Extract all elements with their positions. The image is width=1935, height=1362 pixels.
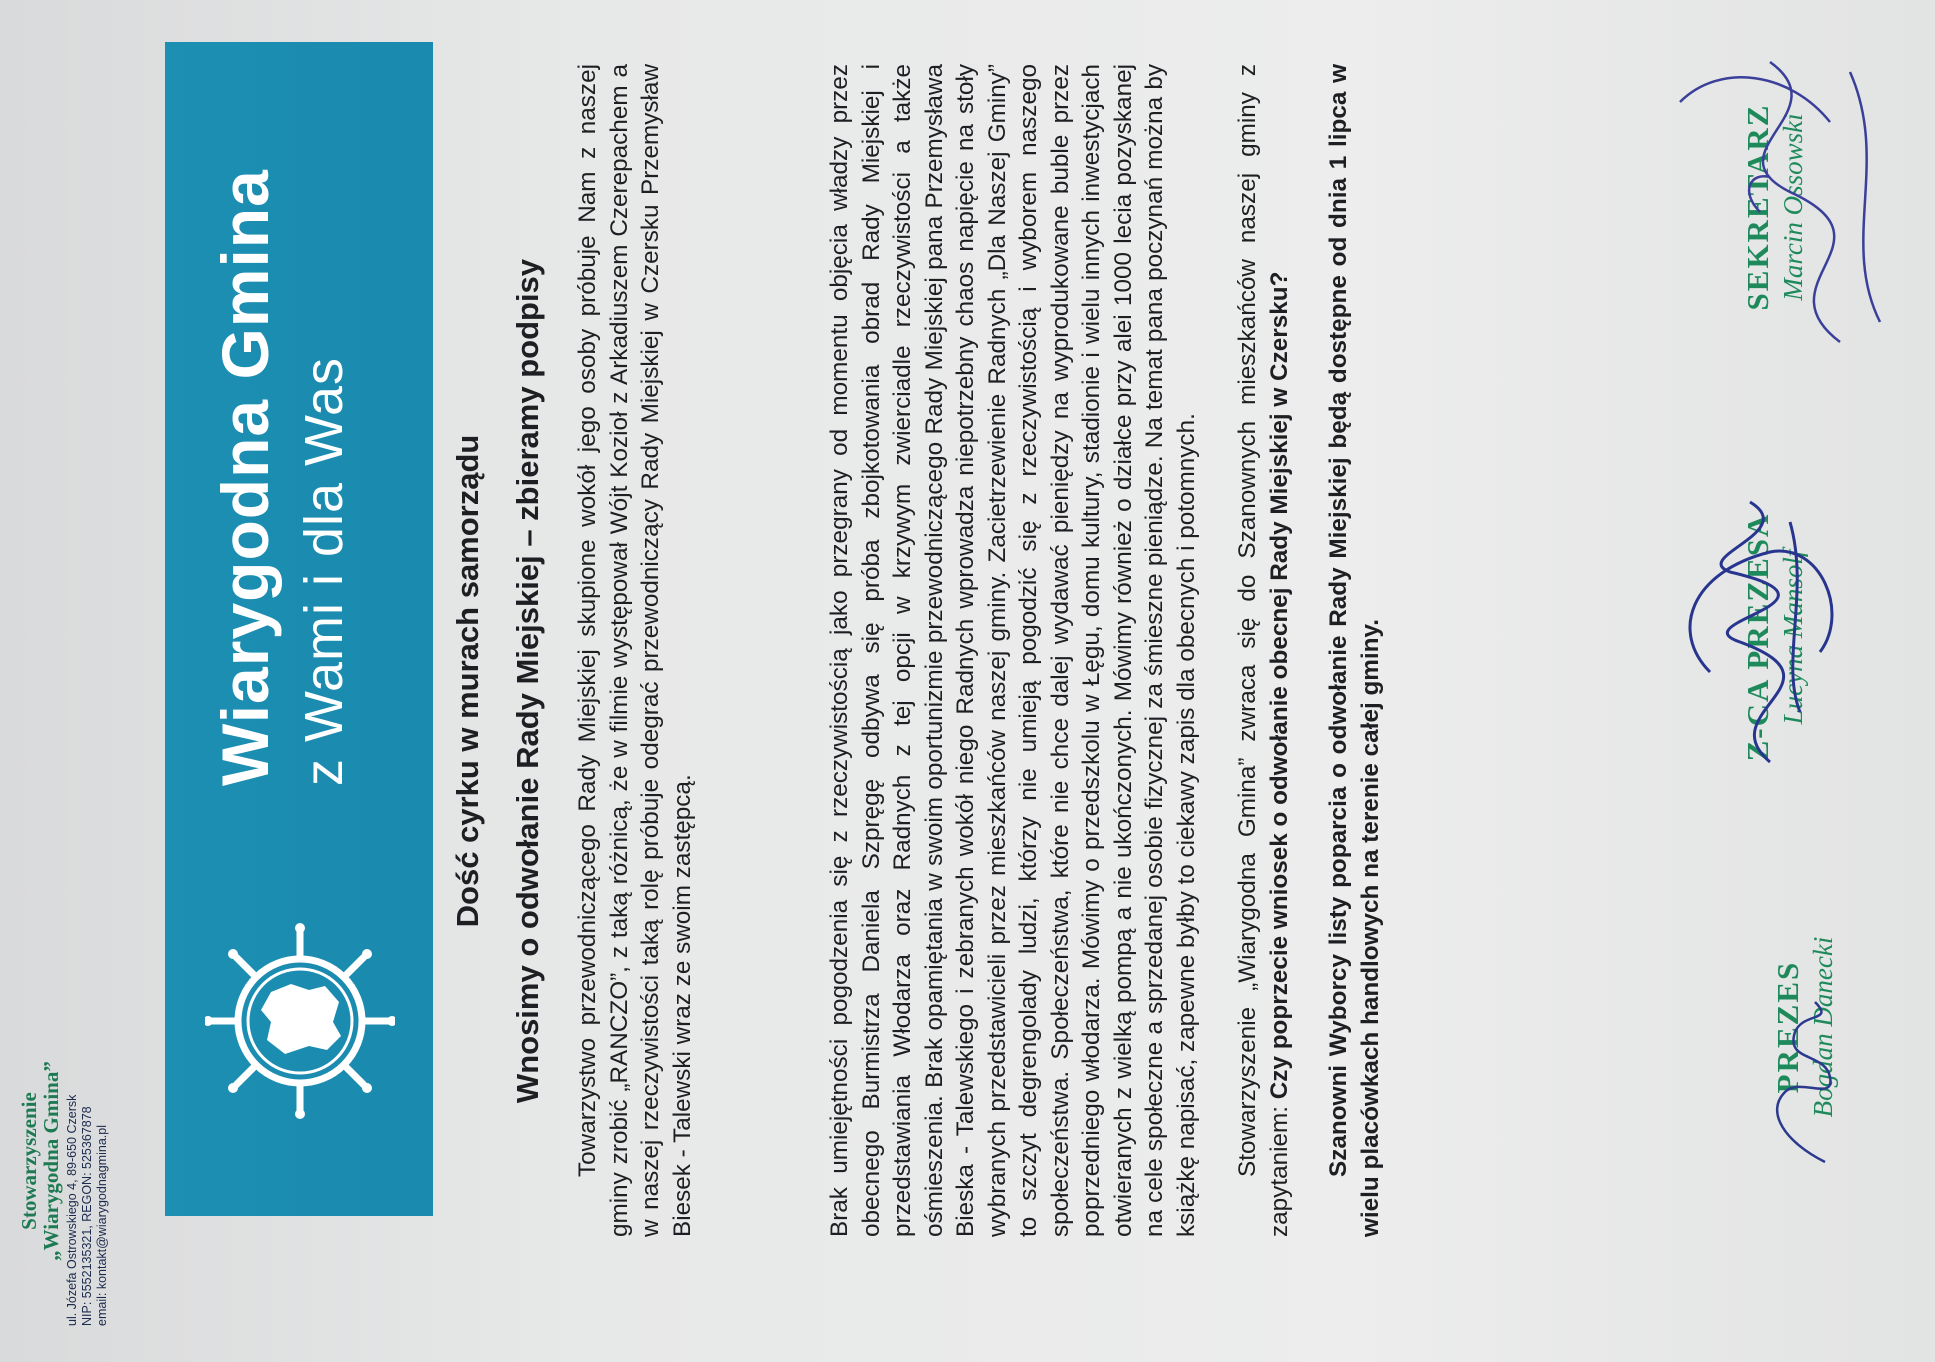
signature-title: PREZES [1770,960,1805,1094]
banner-subtitle: z Wami i dla Was [294,356,354,786]
ship-wheel-map-icon [205,916,395,1126]
signature-title: Z-CA PREZESA [1740,512,1775,762]
subheadline: Wnosimy o odwołanie Rady Miejskiej – zbieramy podpisy [510,258,545,1104]
organization-contact [65,996,110,1326]
letterhead [18,996,110,1326]
signature-title: SEKRETARZ [1740,103,1775,311]
paragraph-3-text: Stowarzyszenie „Wiarygodna Gmina” zwraca się do Szanownych mieszkańców naszej gminy z zapytaniem: [1234,64,1293,1237]
org-email: email: kontakt@wiarygodnagmina.pl [95,1125,109,1326]
paragraph-1: Towarzystwo przewodniczącego Rady Miejskiej skupione wokół jego osoby próbuje Nam z naszej gminy zrobić „RANCZO”, z taką różnicą, że w filmie występował Wójt Kozioł z Arkadiuszem Czerepachem a w naszej rzeczywistości taką rolę próbuje odegrać przewodniczący Rady Miejskiej w Czersku Przemysław Biesek - Talewski wraz ze swoim zastępcą. [574,64,696,1237]
banner [165,42,433,1216]
org-address: ul. Józefa Ostrowskiego 4, 89-650 Czersk [65,1094,79,1326]
org-name-line2: „Wiarygodna Gmina” [39,1061,63,1261]
paragraph-3 [1232,64,1295,1237]
organization-name [18,996,62,1326]
banner-title: Wiarygodna Gmina [208,169,282,786]
signature-name: Bogdan Danecki [1808,936,1838,1118]
signature-vice-president [1740,467,1809,807]
signature-secretary [1740,37,1809,377]
paragraph-3-question: Czy poprzecie wniosek o odwołanie obecnej Rady Miejskiej w Czersku? [1265,271,1293,1100]
paragraph-4: Szanowni Wyborcy listy poparcia o odwołanie Rady Miejskiej będą dostępne od dnia 1 lipca w wielu placówkach handlowych na terenie całej gminy. [1325,64,1384,1237]
signature-prezes [1770,862,1839,1192]
signature-name: Lucyna Mansolf [1778,549,1808,725]
paragraph-2: Brak umiejętności pogodzenia się z rzeczywistością jako przegrany od momentu objęcia władzy przez obecnego Burmistrza Daniela Szpręgę odbywa się próba zbojkotowania obrad Rady Miejskiej i przedstawiania Włodarza oraz Radnych z tej opcji w krzywym zwierciadle rzeczywistości a także ośmieszenia. Brak opamiętania w swoim oportunizmie przewodniczącego Rady Miejskiej pana Przemysława Bieska - Talewskiego i zebranych wokół niego Radnych wprowadza niepotrzebny chaos napięcie na stoły wybranych przedstawicieli przez mieszkańców naszej gminy. Zacietrzewienie Radnych „Dla Naszej Gminy” to szczyt degrengolady ludzi, którzy nie umieją pogodzić się z rzeczywistością i wyborem naszego społeczeństwa. Społeczeństwa, które nie chce dalej wydawać pieniędzy na wyprodukowane buble przez poprzedniego włodarza. Mówimy o przedszkolu w Łęgu, domu kultury, stadionie i wielu innych inwestycjach otwieranych z wielką pompą a nie ukończonych. Mówimy również o działce przy alei 1000 lecia pozyskanej na cele społeczne a sprzedanej osobie fizycznej za śmieszne pieniądze. Na temat pana poczynań można by książkę napisać, zapewne byłby to ciekawy zapis dla obecnych i potomnych. [826,64,1200,1237]
org-name-line1: Stowarzyszenie [17,1092,41,1230]
letter-body [572,64,1386,1237]
headline: Dość cyrku w murach samorządu [450,434,485,928]
org-registry: NIP: 5552135321, REGON: 525367878 [80,1106,94,1326]
signature-name: Marcin Ossowski [1778,113,1808,301]
